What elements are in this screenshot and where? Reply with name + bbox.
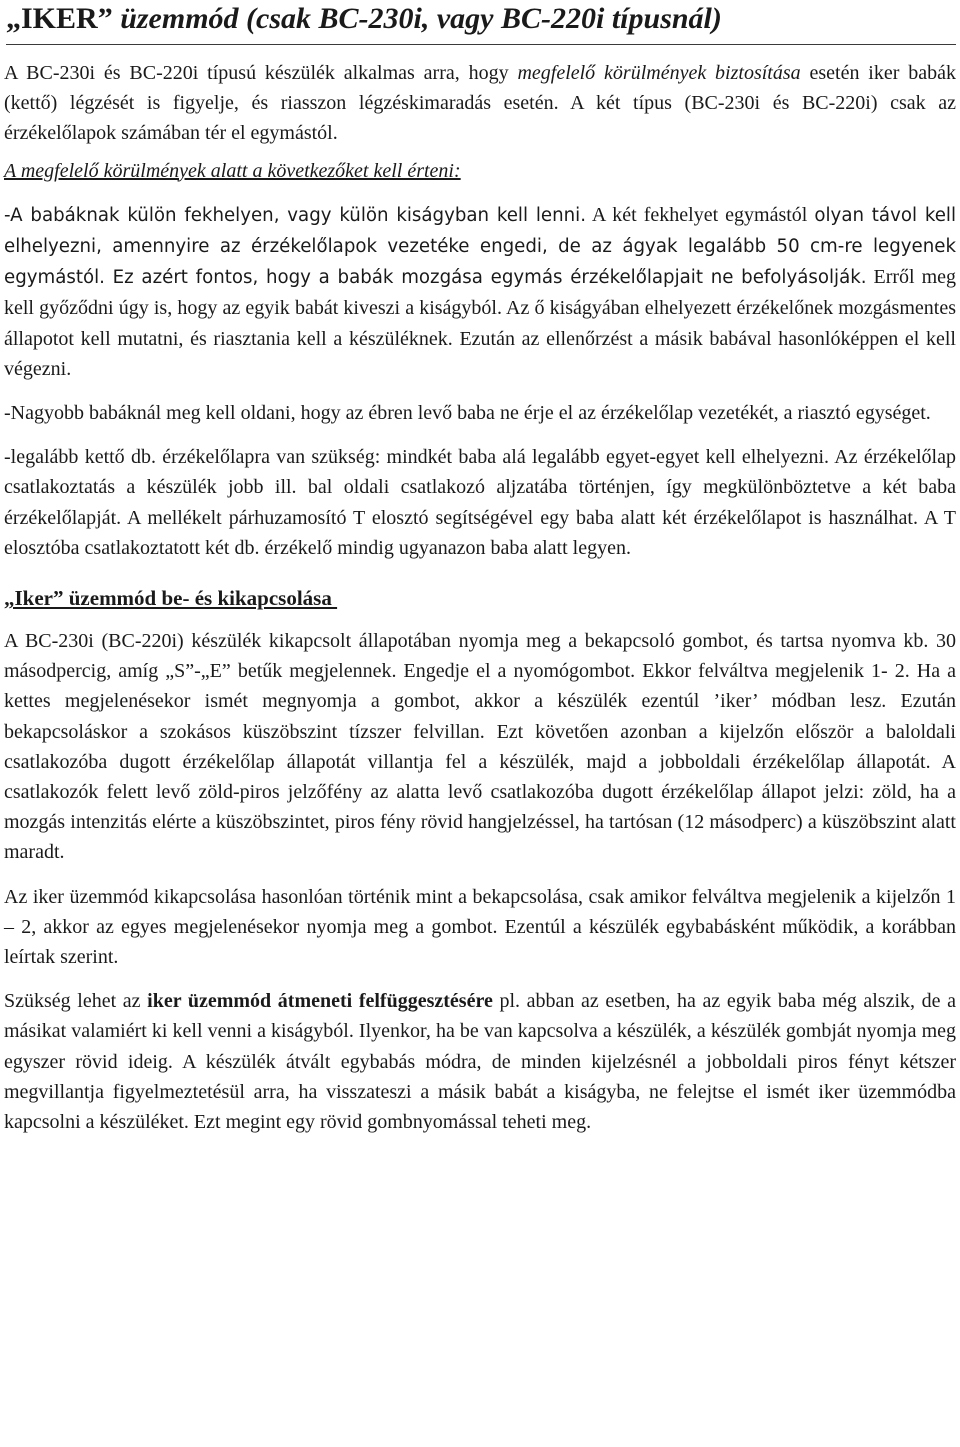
- page-title: [6, 2, 956, 45]
- section-heading-twin-mode: [4, 583, 956, 613]
- bullet-older-babies: [4, 398, 956, 428]
- intro-paragraph: [4, 58, 956, 149]
- bullet1-serif-part1: A két fekhelyet egymástól: [585, 203, 815, 226]
- document-page: [4, 0, 956, 1137]
- bullet1-sans-part2: olyan távol kell elhelyezni, amennyire az érzékelőlapok vezetéke engedi, de az ágyak legalább 50 cm-re legyenek egymástól. Ez azért fontos, hogy a babák mozgása egymás érzékelőlapjait ne befolyásolják.: [4, 204, 956, 289]
- bullet-sensor-pads: [4, 442, 956, 563]
- suspend-bold: iker üzemmód átmeneti felfüggesztésére: [147, 990, 493, 1013]
- intro-part2: esetén iker babák (kettő) légzését is figyelje, és riasszon légzéskimaradás esetén. A két típus (BC-230i és BC-220i) csak az érzékelőlapok számában tér el egymástól.: [4, 62, 956, 145]
- twin-mode-off-paragraph: [4, 882, 956, 973]
- off-text: Az iker üzemmód kikapcsolása hasonlóan történik mint a bekapcsolása, csak amikor felváltva megjelenik a kijelzőn 1 – 2, akkor az egyes megjelenésekor nyomja meg a gombot. Ezentúl a készülék egybabásként működik, a korábban leírtak szerint.: [4, 885, 956, 969]
- bullet-separate-beds: [4, 200, 956, 384]
- bullet3-text: -legalább kettő db. érzékelőlapra van szükség: mindkét baba alá legalább egyet-egyet kell elhelyezni. Az érzékelőlap csatlakoztatás a készülék jobb ill. bal oldali csatlakozó aljzatába történjen, így megkülönböztetve a két baba érzékelőlapját. A mellékelt párhuzamosító T elosztó segítségével egy baba alatt két érzékelőlapot is használhat. A T elosztóba csatlakoztatott két db. érzékelő mindig ugyanazon baba alatt legyen.: [4, 446, 956, 559]
- title-name: IKER: [21, 2, 98, 35]
- title-close-quote: ”: [97, 2, 113, 35]
- intro-part1: A BC-230i és BC-220i típusú készülék alkalmas arra, hogy: [4, 62, 518, 84]
- section2-text: A BC-230i (BC-220i) készülék kikapcsolt állapotában nyomja meg a bekapcsoló gombot, és tartsa nyomva kb. 30 másodpercig, amíg „S”-„E” betűk megjelennek. Engedje el a nyomógombot. Ekkor felváltva megjelenik 1- 2. Ha a kettes megjelenésekor ismét megnyomja a gombot, akkor a készülék ezentúl ’iker’ módban lesz. Ezután bekapcsoláskor a szokásos küszöbszint tízszer felvillan. Ezt követően azonban a kijelzőn először a baloldali csatlakozóba dugott érzékelőlap állapotát villantja fel a készülék, majd a jobboldali érzékelőlap állapotát. A csatlakozók felett levő zöld-piros jelzőfény az alatta levő csatlakozóba dugott érzékelőlap állapot jelzi: zöld, ha a mozgás intenzitás elérte a küszöbszintet, piros fény rövid hangjelzéssel, ha tartósan (12 másodperc) a küszöbszint alatt maradt.: [4, 630, 956, 864]
- conditions-heading-text: A megfelelő körülmények alatt a következőket kell érteni:: [4, 159, 461, 182]
- suspend-part1: Szükség lehet az: [4, 990, 148, 1013]
- bullet2-text: -Nagyobb babáknál meg kell oldani, hogy az ébren levő baba ne érje el az érzékelőlap vezetékét, a riasztó egységet.: [4, 402, 931, 425]
- section2-heading-text: „Iker” üzemmód be- és kikapcsolása: [4, 586, 338, 611]
- title-rest: üzemmód (csak BC-230i, vagy BC-220i típusnál): [112, 2, 722, 35]
- twin-mode-suspend-paragraph: [4, 986, 956, 1137]
- intro-italic: megfelelő körülmények biztosítása: [517, 62, 801, 84]
- bullet1-serif-part2: Erről meg kell győződni úgy is, hogy az egyik babát kiveszi a kiságyból. Az ő kiságyában elhelyezett érzékelőnek mozgásmentes állapotot kell mutatni, és riasztania kell a készüléknek. Ezután az ellenőrzést a másik babával hasonlóképpen el kell végezni.: [4, 266, 956, 380]
- bullet1-sans-part: -A babáknak külön fekhelyen, vagy külön kiságyban kell lenni.: [4, 204, 586, 226]
- title-open-quote: „: [6, 2, 21, 35]
- suspend-part2: pl. abban az esetben, ha az egyik baba még alszik, de a másikat valamiért ki kell venni a kiságyból. Ilyenkor, ha be van kapcsolva a készülék, a készülék gombját nyomja meg egyszer rövid ideig. A készülék átvált egybabás módra, de minden kijelzésnél a jobboldali piros fényt kétszer megvillantja figyelmeztetésül arra, ha visszateszi a másik babát a kiságyba, ne felejtse el ismét iker üzemmódba kapcsolni a készüléket. Ezt megint egy rövid gombnyomással teheti meg.: [4, 990, 957, 1134]
- twin-mode-on-paragraph: [4, 626, 956, 868]
- conditions-heading: [4, 156, 956, 186]
